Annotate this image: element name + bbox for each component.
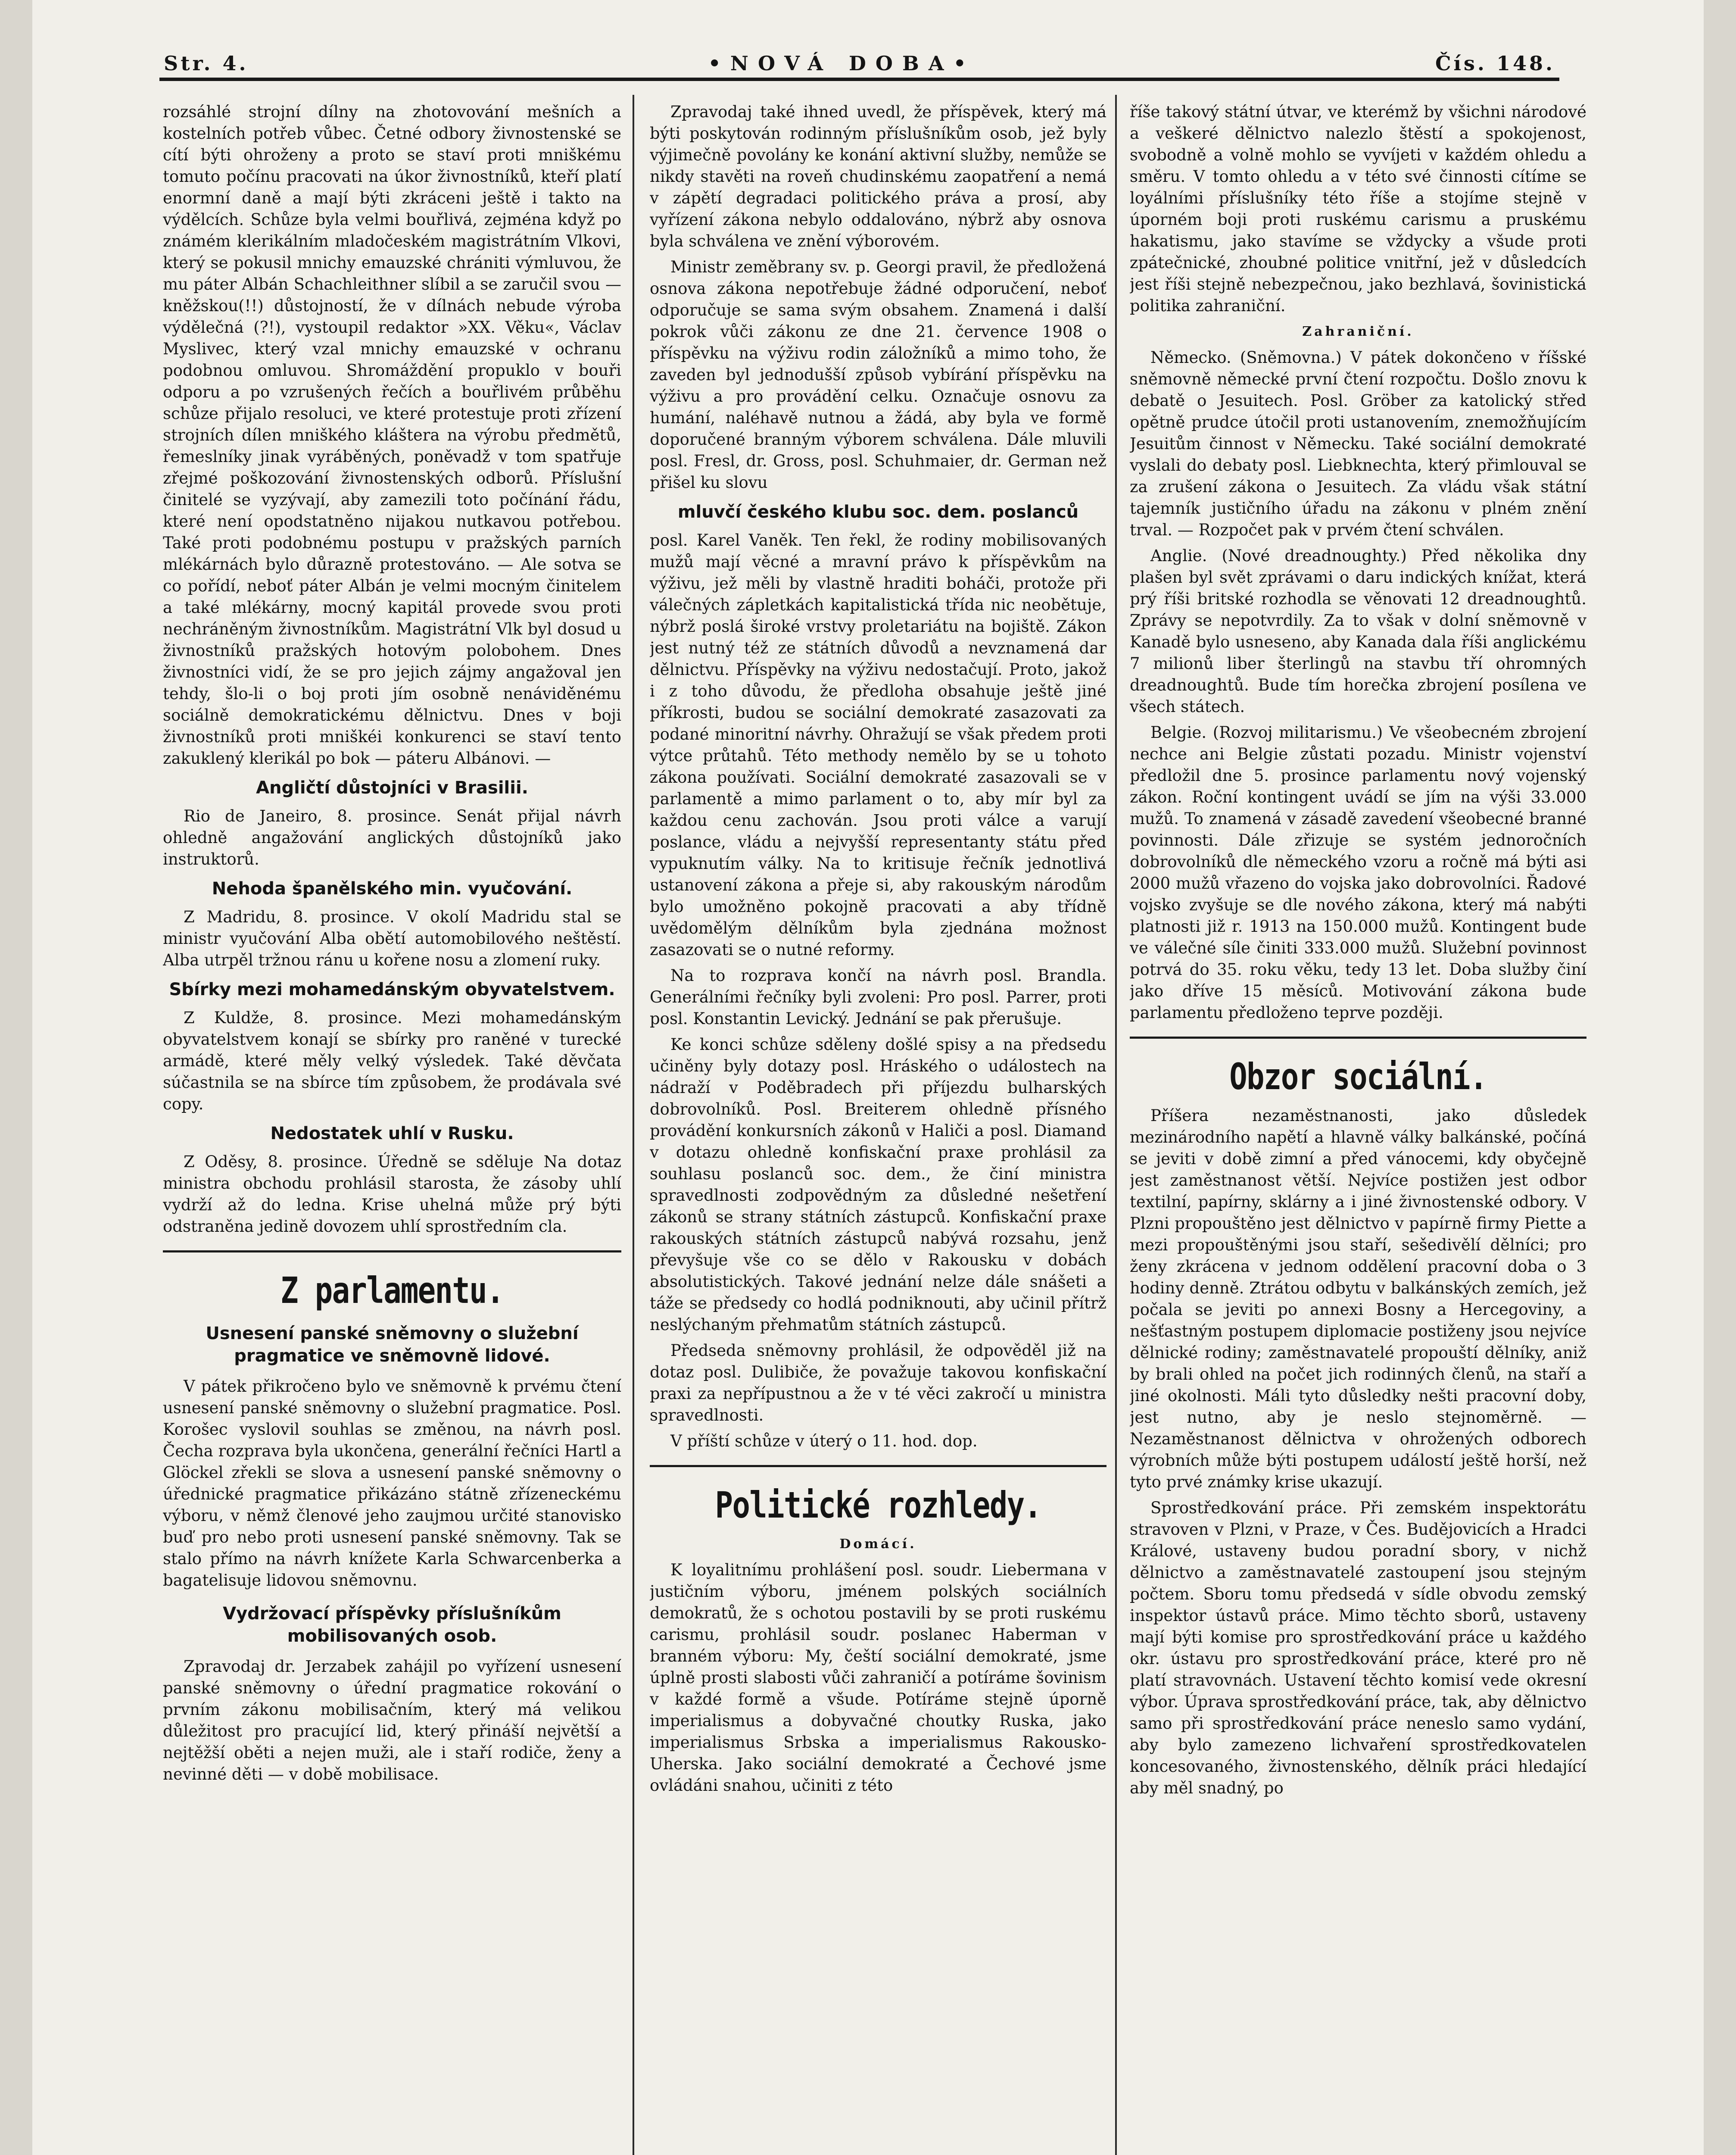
page-header [164, 40, 1555, 75]
left-margin [0, 0, 32, 2155]
right-margin [1704, 0, 1736, 2155]
article-paragraph: Zpravodaj dr. Jerzabek zahájil po vyřízení usnesení panské sněmovny o úřední pragmatice rokování o prvním zákonu mobilisačním, který má velikou důležitost pro pracující lid, který přináší největší a nejtěžší oběti a nejen muži, ale i staří rodiče, ženy a nevinné děti — v době mobilisace. [163, 1657, 621, 1783]
section-title-parliament: Z parlamentu. [281, 1269, 504, 1312]
column-divider [1115, 95, 1117, 2155]
column-1 [163, 101, 621, 2155]
headline-brazil: Angličtí důstojníci v Brasilii. [256, 778, 528, 798]
article-paragraph: Z Oděsy, 8. prosince. Úředně se sděluje Na dotaz ministra obchodu prohlásil starosta, že zásoby uhlí vydrží až do ledna. Krise uhelná může prý býti odstraněna jedině dovozem uhlí sprostředním cla. [163, 1152, 621, 1236]
headline-mohamed: Sbírky mezi mohamedánským obyvatelstvem. [169, 980, 615, 999]
header-rule [159, 78, 1559, 81]
article-paragraph: Zpravodaj také ihned uvedl, že příspěvek, který má býti poskytován rodinným příslušníkům osob, jež byly výjimečně povolány ke konání aktivní služby, nemůže se nikdy stavěti na roveň chudinskému zaopatření a nemá v zápětí degradaci politického práva a prosí, aby vyřízení zákona nebylo oddalováno, nýbrž aby osnova byla schválena ve znění výborovém. [650, 103, 1106, 250]
section-title-social: Obzor sociální. [1229, 1056, 1487, 1098]
article-paragraph: Z Madridu, 8. prosince. V okolí Madridu stal se ministr vyučování Alba obětí automobilového neštěstí. Alba utrpěl tržnou ránu u kořene nosu a zlomení ruky. [163, 908, 621, 969]
headline-resolution: Usnesení panské sněmovny o služební pragmatice ve sněmovně lidové. [206, 1324, 579, 1366]
article-paragraph: Příšera nezaměstnanosti, jako důsledek mezinárodního napětí a hlavně války balkánské, počíná se jeviti v době zimní a před vánocemi, kdy obyčejně jest zaměstnanost větší. Nejvíce postižen jest odbor textilní, papírny, sklárny a i jiné živnostenské odbory. V Plzni propouštěno jest dělnictvo v papírně firmy Piette a mezi propouštěnými jsou staří, sešedivělí dělníci; pro ženy zkrácena v jednom oddělení pracovní doba o 3 hodiny denně. Ztrátou odbytu v balkánských zemích, jež počala se jeviti po annexi Bosny a Hercegoviny, a nešťastným postupem diplomacie postiženy jsou nejvíce dělnické rodiny; zaměstnavatelé propouští dělníky, aniž by brali ohled na počet jich rodinných členů, na staří a jiné okolnosti. Máli tyto důsledky nešti pracovní doby, jest nutno, aby je neslo stejnoměrně. — Nezaměstnanost dělnictva v ohrožených odborech výrobních může býti postupem událostí ještě horší, než tyto prvé známky krise ukazují. [1130, 1106, 1586, 1491]
article-paragraph: Ke konci schůze sděleny došlé spisy a na předsedu učiněny byly dotazy posl. Hráského o událostech na nádraží v Poděbradech při příjezdu bulharských dobrovolníků. Posl. Breiterem ohledně přísného provádění konkursních zákonů v Haliči a posl. Diamand v dotazu ohledně konfiskační praxe prohlásil za souhlasu poslanců soc. dem., že činí ministra spravedlnosti zodpovědným za důsledné nešetření zákonů se strany státních zástupců. Konfiskační praxe rakouských státních zástupců nabývá rozsahu, jenž převyšuje vše co se dělo v Rakousku v dobách absolutistických. Takové jednání nelze dále snášeti a táže se předsedy co hodlá podniknouti, aby učinil přítrž neslýchaným přehmatům státních zástupců. [650, 1035, 1106, 1334]
article-paragraph: Belgie. (Rozvoj militarismu.) Ve všeobecném zbrojení nechce ani Belgie zůstati pozadu. Ministr vojenství předložil dne 5. prosince parlamentu nový vojenský zákon. Roční kontingent uvádí se jím na výši 33.000 mužů. To znamená v zásadě zavedení všeobecné branné povinnosti. Dále zřizuje se systém jednoročních dobrovolníků dle německého vzoru a ročně má býti asi 2000 mužů vřazeno do vojska jako dobrovolníci. Řadové vojsko zvyšuje se dle nového zákona, který má nabýti platnosti již r. 1913 na 150.000 mužů. Kontingent bude ve válečné síle činiti 333.000 mužů. Služební povinnost potrvá do 35. roku věku, tedy 13 let. Doba služby činí jako dříve 15 měsíců. Motivování zákona bude parlamentu předloženo teprve později. [1130, 723, 1586, 1022]
section-rule [650, 1465, 1106, 1467]
article-paragraph: Ministr zeměbrany sv. p. Georgi pravil, že předložená osnova zákona nepotřebuje žádné odporučení, neboť odporučuje se sama svým obsahem. Znamená i další pokrok vůči zákonu ze dne 21. července 1908 o příspěvku na výživu rodin záložníků a mimo toho, že zaveden byl jednodušší způsob vybírání příspěvku na výživu a pro provádění celku. Označuje osnovu za humání, naléhavě nutnou a žádá, aby byla ve formě doporučené branným výborem schválena. Dále mluvili posl. Fresl, dr. Gross, posl. Schuhmaier, dr. German než přišel ku slovu [650, 258, 1106, 492]
headline-mobilisation: Vydržovací příspěvky příslušníkům mobilisovaných osob. [223, 1604, 561, 1646]
article-paragraph: posl. Karel Vaněk. Ten řekl, že rodiny mobilisovaných mužů mají věcné a mravní právo k příspěvkům na výživu, jež měli by vlastně hraditi boháči, protože při válečných zápletkách kapitalistická třída nic neobětuje, nýbrž poslá široké vrstvy proletariátu na bojiště. Zákon jest nutný též ze státních důvodů a nevznamená dar dělnictvu. Příspěvky na výživu nedostačují. Proto, jakož i z toho důvodu, že předloha obsahuje ještě jiné příkrosti, budou se sociální demokraté zasazovati za podané minoritní návrhy. Ohražují se však předem proti výtce průtahů. Této methody nemělo by se u tohoto zákona používati. Sociální demokraté zasazovali se v parlamentě a mimo parlament o to, aby mír byl za každou cenu zachován. Jsou proti válce a varují poslance, vládu a nejvyšší representanty státu před vypuknutím války. Na to kritisuje řečník jednotlivá ustanovení zákona a přeje si, aby rakouským národům bylo umožněno pokojně pracovati a aby třídně uvědomělým dělníkům byla zjednána možnost zasazovati se o nutné reformy. [650, 531, 1106, 959]
column-2 [650, 101, 1106, 2155]
headline-club: mluvčí českého klubu soc. dem. poslanců [677, 502, 1079, 522]
section-rule [163, 1250, 621, 1252]
section-title-politics: Politické rozhledy. [715, 1484, 1041, 1526]
article-paragraph: Anglie. (Nové dreadnoughty.) Před několika dny plašen byl svět zprávami o daru indických knížat, která prý říši britské rozhodla se věnovati 12 dreadnoughtů. Zprávy se nepotvrdily. Za to však v dolní sněmovně v Kanadě bylo usneseno, aby Kanada dala říši anglickému 7 milionů liber šterlingů na stavbu tří ohromných dreadnoughtů. Bude tím horečka zbrojení posílena ve všech státech. [1130, 547, 1586, 716]
article-paragraph: Na to rozprava končí na návrh posl. Brandla. Generálními řečníky byli zvoleni: Pro posl. Parrer, proti posl. Konstantin Levický. Jednání se pak přerušuje. [650, 966, 1106, 1028]
article-paragraph: rozsáhlé strojní dílny na zhotovování mešních a kostelních potřeb vůbec. Četné odbory živnostenské se cítí býti ohroženy a proto se staví proti mniškému tomuto počínu pracovati na úkor živnostníků, kteří platí enormní daně a mají býti zkráceni ještě i takto na výdělcích. Schůze byla velmi bouřlivá, zejména když po známém klerikálním mladočeském magistrátním Vlkovi, který se pokusil mnichy emauzské chrániti výmluvou, že mu páter Albán Schachleithner slíbil a se zaručil svou — kněžskou(!!) důstojností, že v dílnách nebude výroba výdělečná (?!), vystoupil redaktor »XX. Věku«, Václav Myslivec, který vzal mnichy emauzské v ochranu podobnou omluvou. Shromáždění propuklo v bouři odporu a po vzrušených řečích a bouřlivém průběhu schůze přijalo resoluci, ve které protestuje proti zřízení strojních dílen mniškého kláštera na výrobu předmětů, řemeslníky jinak vyráběných, poněvadž v tom spatřuje zřejmé poškozování živnostenských odborů. Příslušní činitelé se vyzývají, aby zamezili toto počínání řádu, které není opodstatněno nijakou nutkavou potřebou. Také proti podobnému postupu v pražských parních mlékárnách bylo důrazně protestováno. — Ale sotva se co pořídí, neboť páter Albán je velmi mocným činitelem a také mlékárny, mocný kapitál provede svou proti nechráněným živnostníkům. Magistrátní Vlk byl dosud u živnostníků pražských hotovým polobohem. Dnes živnostníci vidí, že se pro jejich zájmy angažoval jen tehdy, šlo-li o boj proti jím osobně nenáviděnému sociálně demokratickému dělnictvu. Dnes v boji živnostníků proti mniškéi konkurenci se staví tento zakuklený klerikál po bok — páteru Albánovi. — [163, 103, 621, 768]
subsection-foreign: Zahraniční. [1302, 324, 1414, 339]
article-paragraph: Z Kuldže, 8. prosince. Mezi mohamedánským obyvatelstvem konají se sbírky pro raněné v turecké armádě, které měly velký výsledek. Také děvčata súčastnila se na sbírce tím způsobem, že prodávala své copy. [163, 1009, 621, 1113]
article-paragraph: Sprostředkování práce. Při zemském inspektorátu stravoven v Plzni, v Praze, v Čes. Budějovicích a Hradci Králové, ustaveny budou poradní sbory, v nichž dělnictvo a zaměstnavatelé zastoupení jsou stejným počtem. Sboru tomu předsedá v sídle obvodu zemský inspektor ústavů práce. Mimo těchto sborů, ustaveny mají býti komise pro sprostředkování práce u každého okr. ústavu pro sprostředkování práce, které pro ně platí stravovnách. Ustavení těchto komisí vede okresní výbor. Úprava sprostředkování práce, tak, aby dělnictvo samo při sprostředkování práce neneslo samo vydání, aby bylo zamezeno lichvaření sprostředkovatelen koncesovaného, živnostenského, dělník práci hledající aby měl snadný, po [1130, 1499, 1586, 1797]
article-paragraph: říše takový státní útvar, ve kterémž by všichni národové a veškeré dělnictvo nalezlo štěstí a spokojenost, svobodně a volně mohlo se vyvíjeti v každém ohledu a směru. V tomto ohledu a v této své činnosti cítíme se loyálními příslušníky této říše a stojíme stejně v úporném boji proti ruskému carismu a pruskému hakatismu, jako stavíme se vždycky a všude proti zpátečnické, zhoubné politice vnitřní, jež v důsledcích jest říši stejně nebezpečnou, jako bezhlavá, šovinistická politika zahraniční. [1130, 103, 1586, 315]
column-3 [1130, 101, 1586, 2155]
article-paragraph: K loyalitnímu prohlášení posl. soudr. Liebermana v justičním výboru, jménem polských sociálních demokratů, že s ochotou postavili by se proti ruskému carismu, prohlásil soudr. poslanec Haberman v branném výboru: My, čeští sociální demokraté, jsme úplně prosti slabosti vůči zahraničí a potíráme šovinism v každé formě a všude. Potíráme stejně úporně imperialismus a dobyvačné choutky Ruska, jako imperialismus Srbska a imperialismus Rakousko-Uherska. Jako sociální demokraté a Čechové jsme ovládáni snahou, učiniti z této [650, 1561, 1106, 1795]
section-rule [1130, 1037, 1586, 1039]
issue-number: Čís. 148. [1435, 52, 1555, 75]
article-paragraph: Německo. (Sněmovna.) V pátek dokončeno v říšské sněmovně německé první čtení rozpočtu. Došlo znovu k debatě o Jesuitech. Posl. Gröber za katolický střed opětně prudce útočil proti ustanovením, znemožňujícím Jesuitům činnost v Německu. Také sociální demokraté vyslali do debaty posl. Liebknechta, který přimlouval se za zrušení zákona o Jesuitech. Za vládu však státní tajemník justičního úřadu na zákonu v plném znění trval. — Rozpočet pak v prvém čtení schválen. [1130, 348, 1586, 539]
page-number: Str. 4. [164, 52, 249, 75]
headline-coal: Nedostatek uhlí v Rusku. [270, 1124, 514, 1143]
headline-spain: Nehoda španělského min. vyučování. [212, 879, 573, 899]
article-paragraph: V příští schůze v úterý o 11. hod. dop. [670, 1432, 978, 1450]
article-paragraph: V pátek přikročeno bylo ve sněmovně k prvému čtení usnesení panské sněmovny o služební pragmatice. Posl. Korošec vyslovil souhlas se změnou, na návrh posl. Čecha rozprava byla ukončena, generální řečníci Hartl a Glöckel zřekli se slova a usnesení panské sněmovny o úřednické pragmatice přikázáno státně zřízeneckému výboru, v němž členové jeho zaujmou určité stanovisko buď pro nebo proti usnesení panské sněmovny. Tak se stalo přímo na návrh knížete Karla Schwarcenberka a bagatelisuje lidovou sněmovnu. [163, 1377, 621, 1590]
subsection-domestic: Domácí. [839, 1537, 917, 1552]
article-paragraph: Předseda sněmovny prohlásil, že odpověděl již na dotaz posl. Dulibiče, že považuje takovou konfiskační praxi za nepřípustnou a že v té věci zakročí u ministra spravedlnosti. [650, 1341, 1106, 1424]
column-divider [633, 95, 634, 2155]
article-paragraph: Rio de Janeiro, 8. prosince. Senát přijal návrh ohledně angažování anglických důstojníků jako instruktorů. [163, 807, 621, 868]
masthead: •NOVÁ DOBA• [708, 52, 976, 75]
